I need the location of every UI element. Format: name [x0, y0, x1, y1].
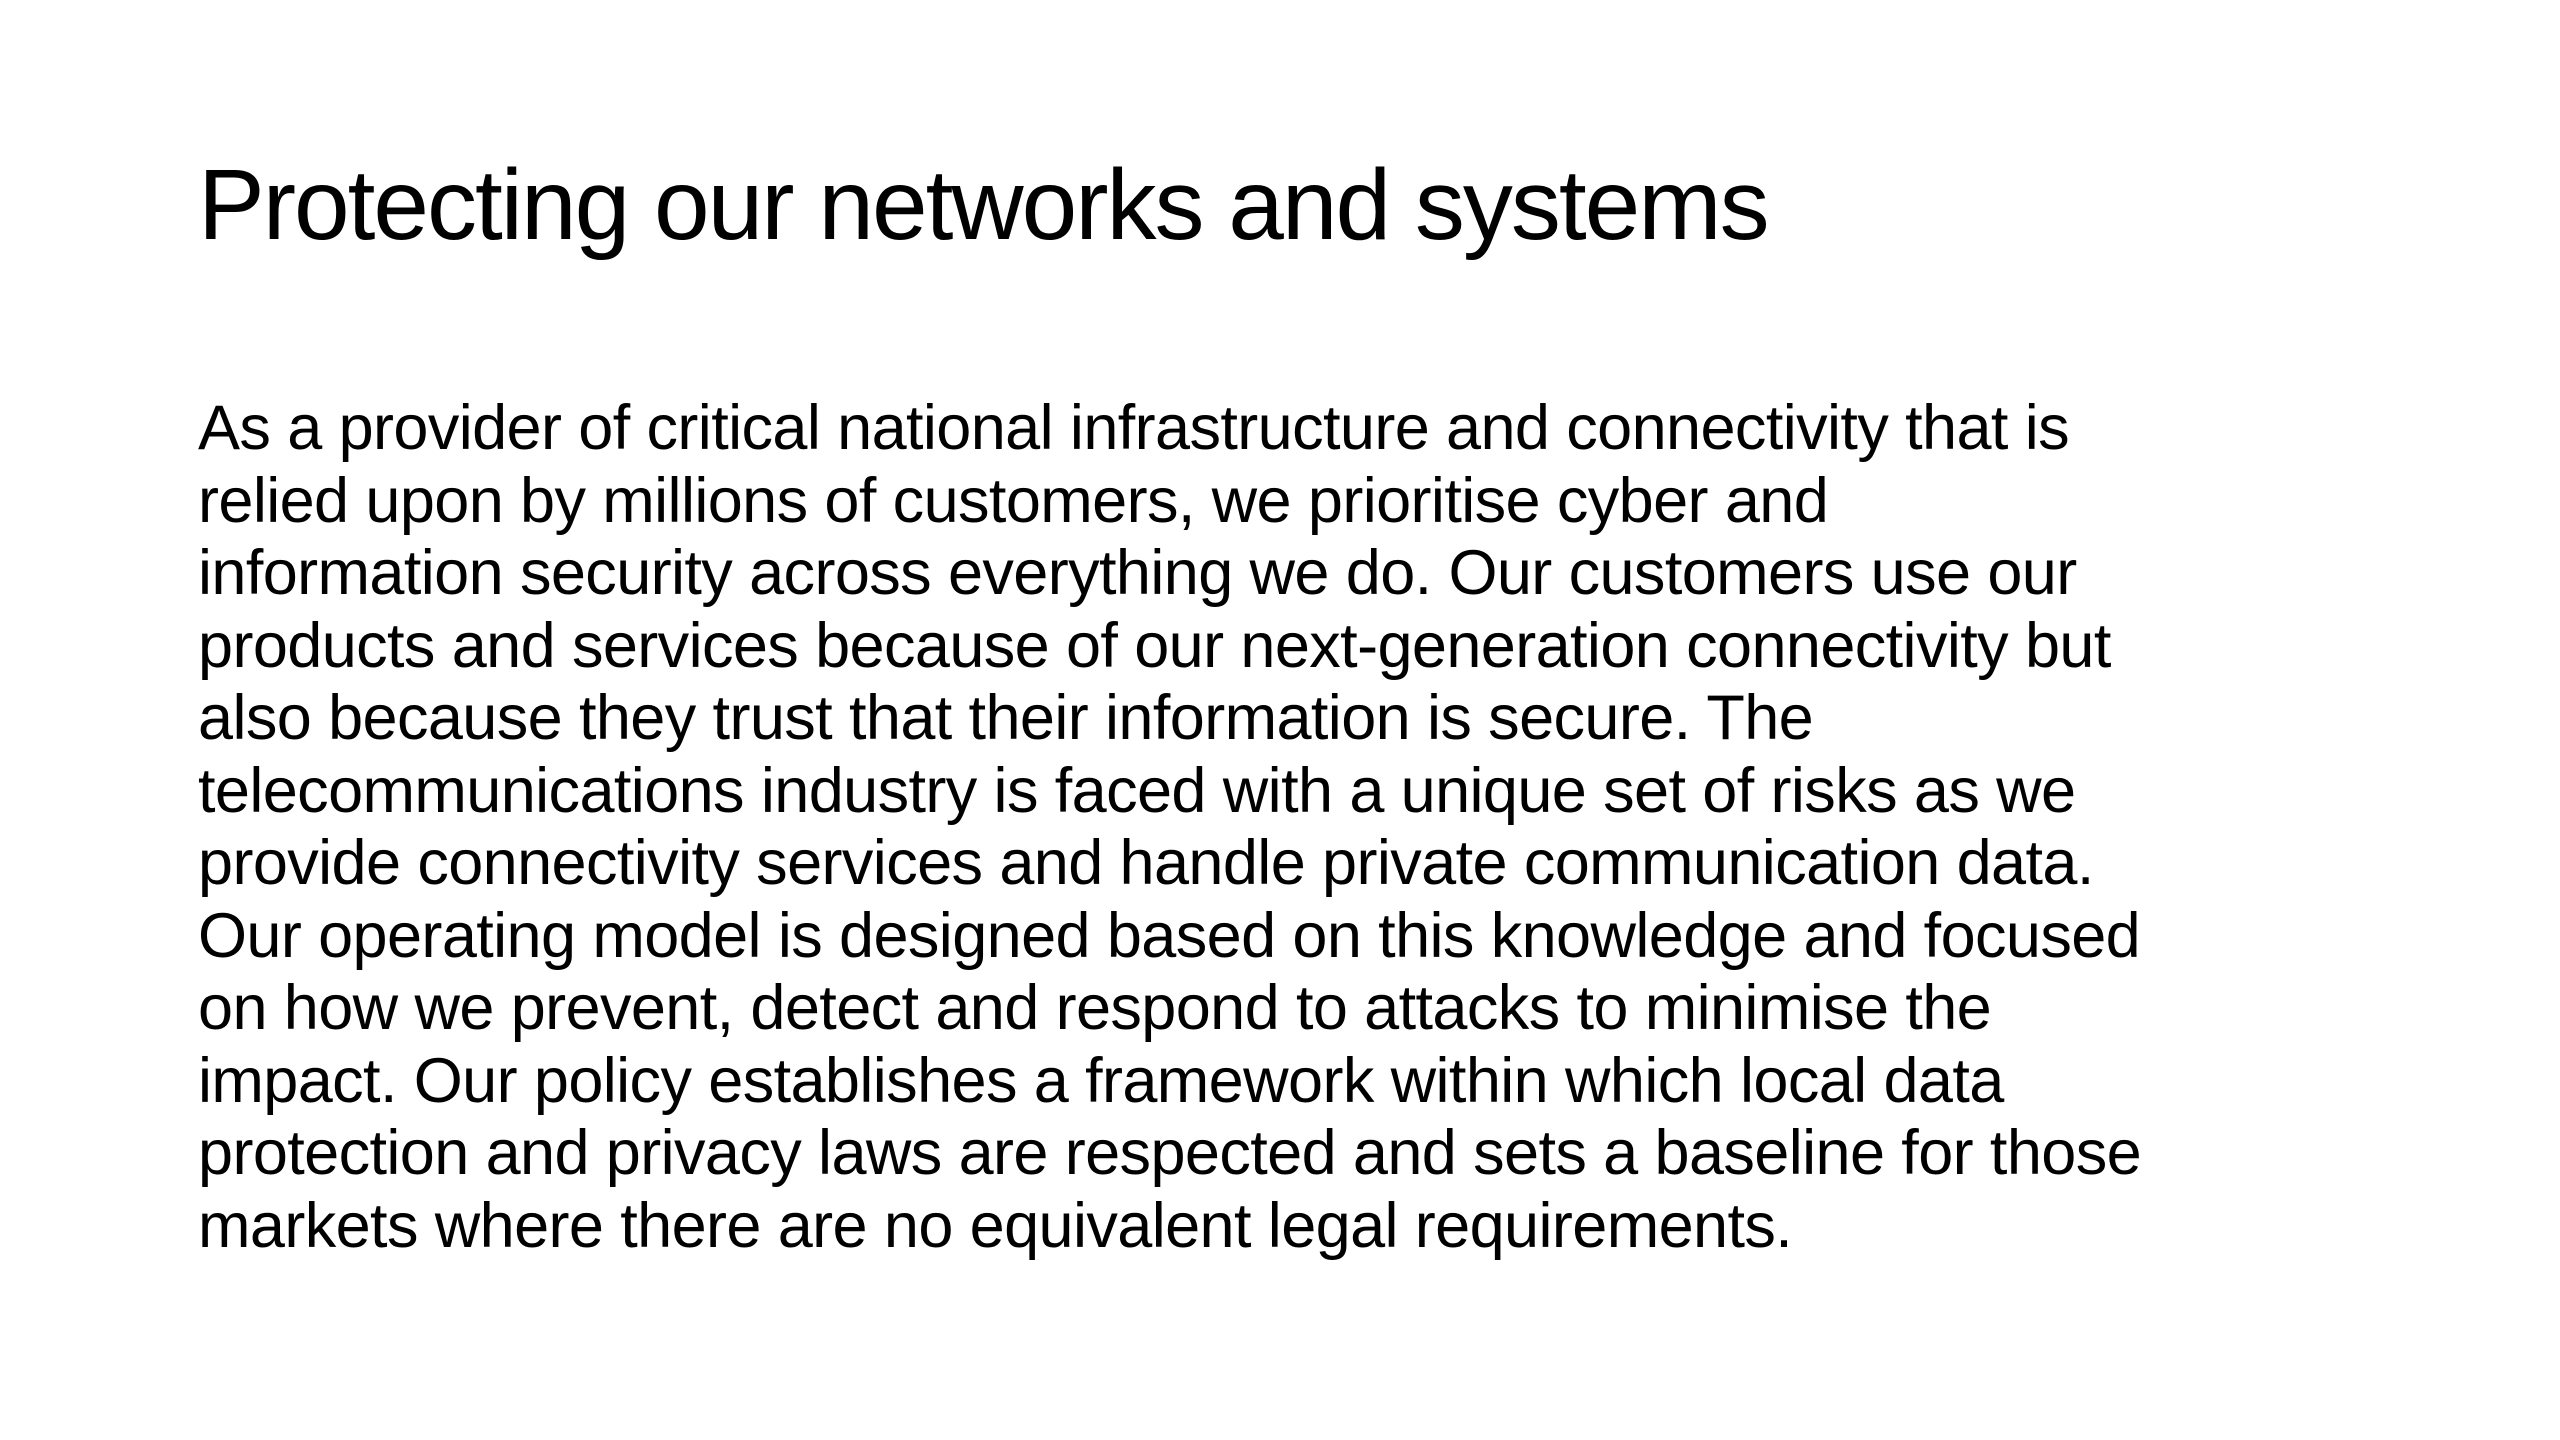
body-text-line: on how we prevent, detect and respond to attacks to minimise the [198, 973, 1992, 1043]
body-text-line: information security across everything we do. Our customers use our [198, 538, 2077, 608]
slide-title: Protecting our networks and systems [198, 149, 1768, 261]
body-text-line: protection and privacy laws are respected and sets a baseline for those [198, 1118, 2142, 1188]
slide-body-text [198, 392, 2448, 1262]
body-text-line: relied upon by millions of customers, we prioritise cyber and [198, 465, 1829, 536]
body-text-line: telecommunications industry is faced with a unique set of risks as we [198, 755, 2076, 826]
body-text-line: Our operating model is designed based on this knowledge and focused [198, 900, 2141, 971]
body-text-line: provide connectivity services and handle private communication data. [198, 828, 2094, 898]
body-text-line: products and services because of our next-generation connectivity but [198, 610, 2111, 681]
body-text-line: impact. Our policy establishes a framework within which local data [198, 1045, 2004, 1116]
body-text-line: markets where there are no equivalent legal requirements. [198, 1190, 1793, 1261]
body-text-line: As a provider of critical national infrastructure and connectivity that is [198, 393, 2070, 463]
body-text-line: also because they trust that their information is secure. The [198, 683, 1814, 753]
